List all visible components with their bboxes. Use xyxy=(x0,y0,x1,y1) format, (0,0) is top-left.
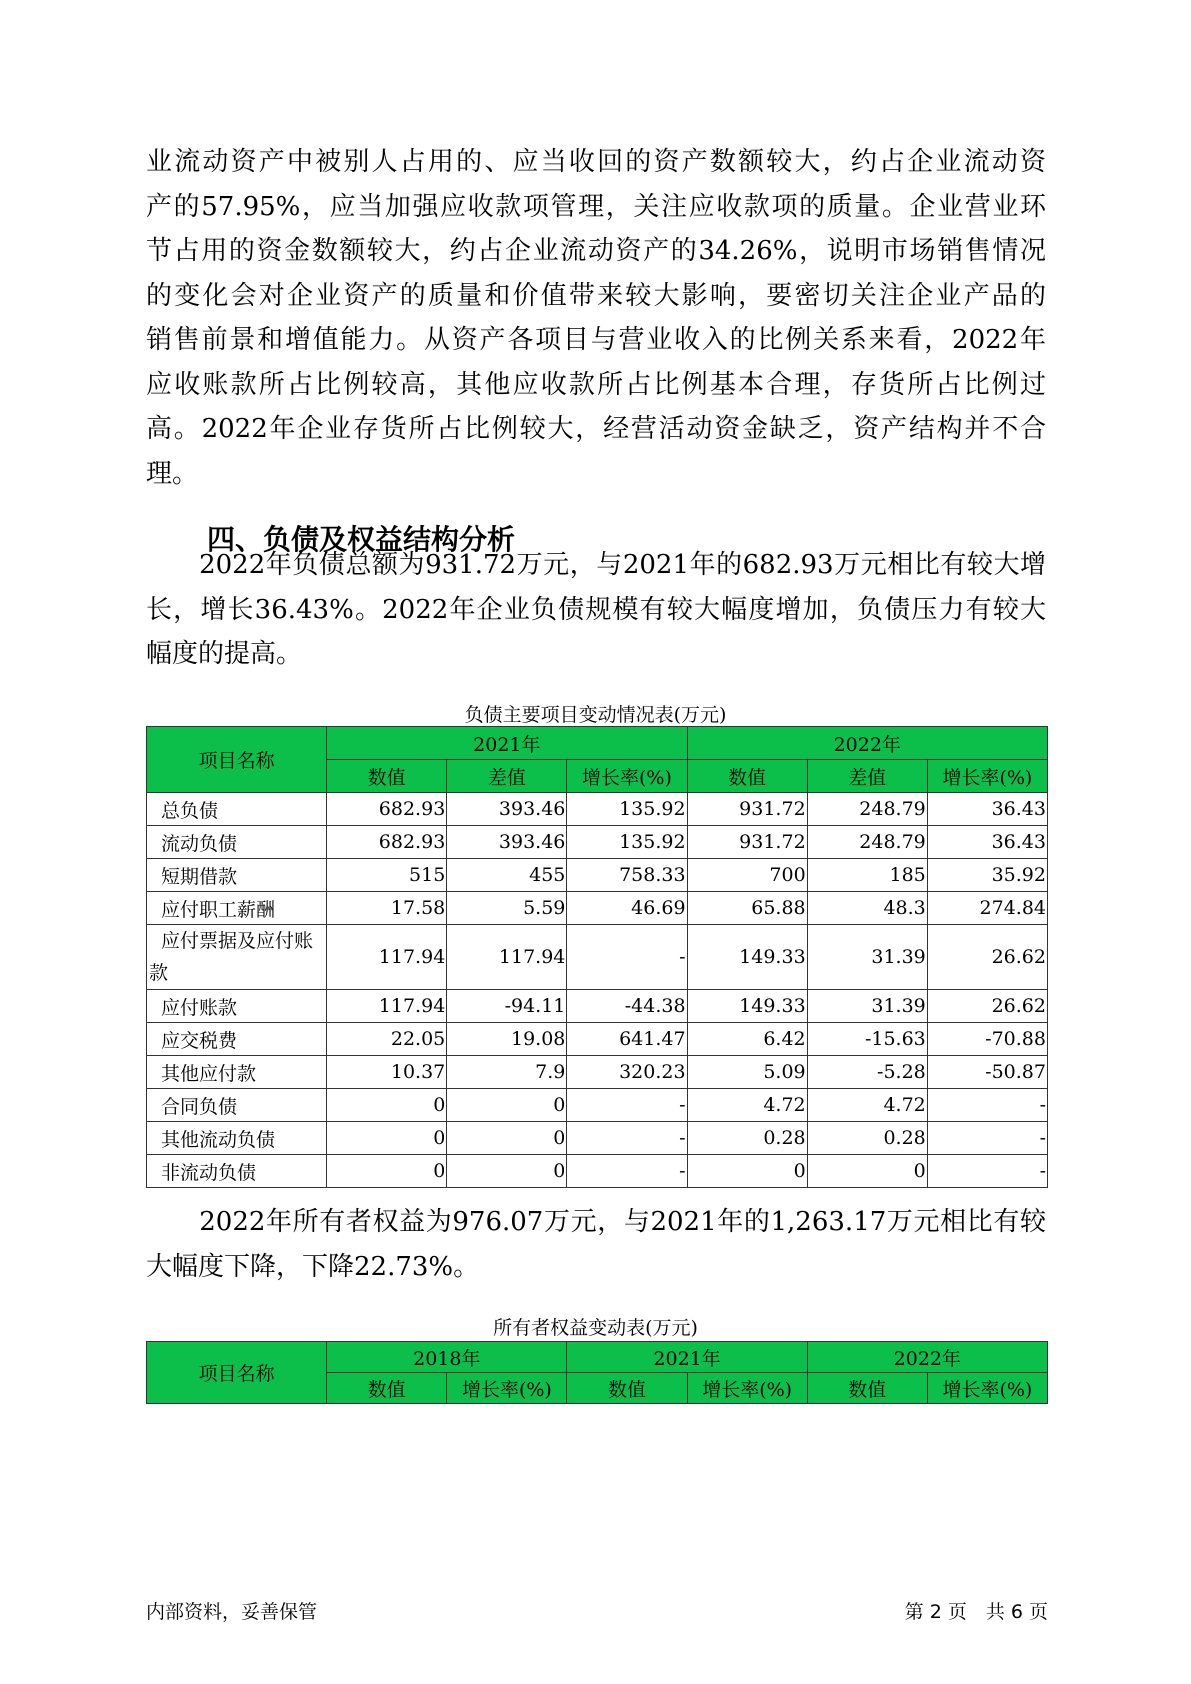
row-name: 合同负债 xyxy=(147,1089,327,1122)
row-cell: 19.08 xyxy=(447,1023,567,1056)
paragraph-line: 销售前景和增值能力。从资产各项目与营业收入的比例关系来看，2022年 xyxy=(146,325,1046,355)
row-cell: 0.28 xyxy=(807,1122,927,1155)
row-cell: 31.39 xyxy=(807,990,927,1023)
row-cell: 7.9 xyxy=(447,1056,567,1089)
liability-table-caption: 负债主要项目变动情况表(万元) xyxy=(464,704,727,726)
equity-sub-header: 数值 xyxy=(327,1373,447,1404)
row-name: 非流动负债 xyxy=(147,1155,327,1188)
row-cell: 5.09 xyxy=(687,1056,807,1089)
table-row xyxy=(147,793,1048,826)
row-name: 应付票据及应付账款 xyxy=(147,925,327,990)
equity-sub-header: 增长率(%) xyxy=(687,1373,807,1404)
row-cell: 117.94 xyxy=(327,990,447,1023)
table-row xyxy=(147,1122,1048,1155)
header-year-2022: 2022年 xyxy=(687,727,1047,760)
row-cell: 6.42 xyxy=(687,1023,807,1056)
row-cell: 35.92 xyxy=(927,859,1047,892)
sub-header: 差值 xyxy=(807,760,927,793)
row-cell: 135.92 xyxy=(567,826,687,859)
row-cell: 0 xyxy=(807,1155,927,1188)
row-cell: 36.43 xyxy=(927,826,1047,859)
row-cell: 149.33 xyxy=(687,990,807,1023)
row-cell: 931.72 xyxy=(687,826,807,859)
footer-confidential-note: 内部资料，妥善保管 xyxy=(146,1601,318,1623)
row-cell: 758.33 xyxy=(567,859,687,892)
row-cell: 0 xyxy=(447,1122,567,1155)
row-cell: 931.72 xyxy=(687,793,807,826)
table-row xyxy=(147,1023,1048,1056)
paragraph-line: 产的57.95%，应当加强应收款项管理，关注应收款项的质量。企业营业环 xyxy=(146,191,1046,222)
row-cell: 117.94 xyxy=(447,925,567,990)
sub-header: 增长率(%) xyxy=(567,760,687,793)
row-cell: -94.11 xyxy=(447,990,567,1023)
row-cell: 65.88 xyxy=(687,892,807,925)
row-cell: 26.62 xyxy=(927,990,1047,1023)
equity-sub-header: 增长率(%) xyxy=(447,1373,567,1404)
row-cell: 0 xyxy=(447,1155,567,1188)
header-item-name: 项目名称 xyxy=(147,727,327,793)
row-cell: - xyxy=(567,1089,687,1122)
table-row xyxy=(147,925,1048,990)
table-row xyxy=(147,892,1048,925)
row-name: 其他应付款 xyxy=(147,1056,327,1089)
row-cell: - xyxy=(567,1155,687,1188)
equity-header-item-name: 项目名称 xyxy=(147,1342,327,1404)
footer-page-number: 第 2 页 共 6 页 xyxy=(904,1601,1048,1623)
paragraph-line: 理。 xyxy=(146,458,199,489)
row-cell: 682.93 xyxy=(327,793,447,826)
row-name: 应付职工薪酬 xyxy=(147,892,327,925)
row-name: 短期借款 xyxy=(147,859,327,892)
row-cell: 0.28 xyxy=(687,1122,807,1155)
row-name: 应付账款 xyxy=(147,990,327,1023)
row-cell: 0 xyxy=(327,1089,447,1122)
equity-table xyxy=(146,1341,1048,1404)
row-cell: - xyxy=(567,925,687,990)
paragraph-line: 高。2022年企业存货所占比例较大，经营活动资金缺乏，资产结构并不合 xyxy=(146,414,1046,444)
table-row xyxy=(147,826,1048,859)
row-cell: 117.94 xyxy=(327,925,447,990)
row-cell: - xyxy=(927,1089,1047,1122)
paragraph-line: 的变化会对企业资产的质量和价值带来较大影响，要密切关注企业产品的 xyxy=(146,280,1046,311)
paragraph-line: 幅度的提高。 xyxy=(146,639,303,669)
row-cell: 135.92 xyxy=(567,793,687,826)
row-name: 总负债 xyxy=(147,793,327,826)
row-cell: 393.46 xyxy=(447,826,567,859)
row-cell: 17.58 xyxy=(327,892,447,925)
sub-header: 增长率(%) xyxy=(927,760,1047,793)
row-cell: 682.93 xyxy=(327,826,447,859)
table-row xyxy=(147,1155,1048,1188)
paragraph-liability-summary xyxy=(146,543,1046,677)
row-cell: -50.87 xyxy=(927,1056,1047,1089)
paragraph-equity-summary xyxy=(146,1200,1046,1289)
paragraph-line: 大幅度下降，下降22.73%。 xyxy=(146,1251,480,1282)
row-cell: 0 xyxy=(447,1089,567,1122)
sub-header: 差值 xyxy=(447,760,567,793)
row-cell: -44.38 xyxy=(567,990,687,1023)
equity-header-year-2021: 2021年 xyxy=(567,1342,807,1373)
header-year-2021: 2021年 xyxy=(327,727,687,760)
row-cell: 4.72 xyxy=(807,1089,927,1122)
row-cell: 149.33 xyxy=(687,925,807,990)
equity-sub-header: 数值 xyxy=(567,1373,687,1404)
equity-sub-header: 增长率(%) xyxy=(927,1373,1047,1404)
row-cell: 0 xyxy=(327,1122,447,1155)
equity-sub-header: 数值 xyxy=(807,1373,927,1404)
sub-header: 数值 xyxy=(687,760,807,793)
row-cell: -70.88 xyxy=(927,1023,1047,1056)
row-cell: 22.05 xyxy=(327,1023,447,1056)
row-cell: 274.84 xyxy=(927,892,1047,925)
row-cell: 641.47 xyxy=(567,1023,687,1056)
row-cell: - xyxy=(927,1155,1047,1188)
row-cell: 248.79 xyxy=(807,826,927,859)
table-row xyxy=(147,859,1048,892)
row-cell: 0 xyxy=(327,1155,447,1188)
row-cell: 10.37 xyxy=(327,1056,447,1089)
paragraph-line: 节占用的资金数额较大，约占企业流动资产的34.26%，说明市场销售情况 xyxy=(146,236,1046,266)
equity-header-year-2022: 2022年 xyxy=(807,1342,1047,1373)
row-name: 流动负债 xyxy=(147,826,327,859)
paragraph-line: 应收账款所占比例较高，其他应收款所占比例基本合理，存货所占比例过 xyxy=(146,369,1046,400)
row-cell: 5.59 xyxy=(447,892,567,925)
row-cell: - xyxy=(927,1122,1047,1155)
row-cell: -5.28 xyxy=(807,1056,927,1089)
liability-table xyxy=(146,726,1048,1188)
row-cell: -15.63 xyxy=(807,1023,927,1056)
section-heading: 四、负债及权益结构分析 xyxy=(207,523,516,556)
paragraph-line: 业流动资产中被别人占用的、应当收回的资产数额较大，约占企业流动资 xyxy=(146,147,1046,177)
row-cell: 185 xyxy=(807,859,927,892)
row-cell: 393.46 xyxy=(447,793,567,826)
paragraph-line: 长，增长36.43%。2022年企业负债规模有较大幅度增加，负债压力有较大 xyxy=(146,594,1046,625)
sub-header: 数值 xyxy=(327,760,447,793)
row-cell: 248.79 xyxy=(807,793,927,826)
equity-header-year-2018: 2018年 xyxy=(327,1342,567,1373)
paragraph-asset-structure xyxy=(146,140,1046,496)
row-cell: 26.62 xyxy=(927,925,1047,990)
table-row xyxy=(147,1089,1048,1122)
row-cell: 48.3 xyxy=(807,892,927,925)
row-cell: 515 xyxy=(327,859,447,892)
row-cell: 4.72 xyxy=(687,1089,807,1122)
row-cell: 0 xyxy=(687,1155,807,1188)
row-cell: 700 xyxy=(687,859,807,892)
equity-table-caption: 所有者权益变动表(万元) xyxy=(493,1317,698,1339)
row-cell: 31.39 xyxy=(807,925,927,990)
row-cell: 455 xyxy=(447,859,567,892)
row-cell: - xyxy=(567,1122,687,1155)
row-cell: 36.43 xyxy=(927,793,1047,826)
row-name: 应交税费 xyxy=(147,1023,327,1056)
paragraph-line: 2022年所有者权益为976.07万元，与2021年的1,263.17万元相比有较 xyxy=(146,1207,1046,1237)
table-row xyxy=(147,1056,1048,1089)
row-name: 其他流动负债 xyxy=(147,1122,327,1155)
row-cell: 46.69 xyxy=(567,892,687,925)
paragraph-line: 2022年负债总额为931.72万元，与2021年的682.93万元相比有较大增 xyxy=(146,550,1046,580)
row-cell: 320.23 xyxy=(567,1056,687,1089)
table-row xyxy=(147,990,1048,1023)
